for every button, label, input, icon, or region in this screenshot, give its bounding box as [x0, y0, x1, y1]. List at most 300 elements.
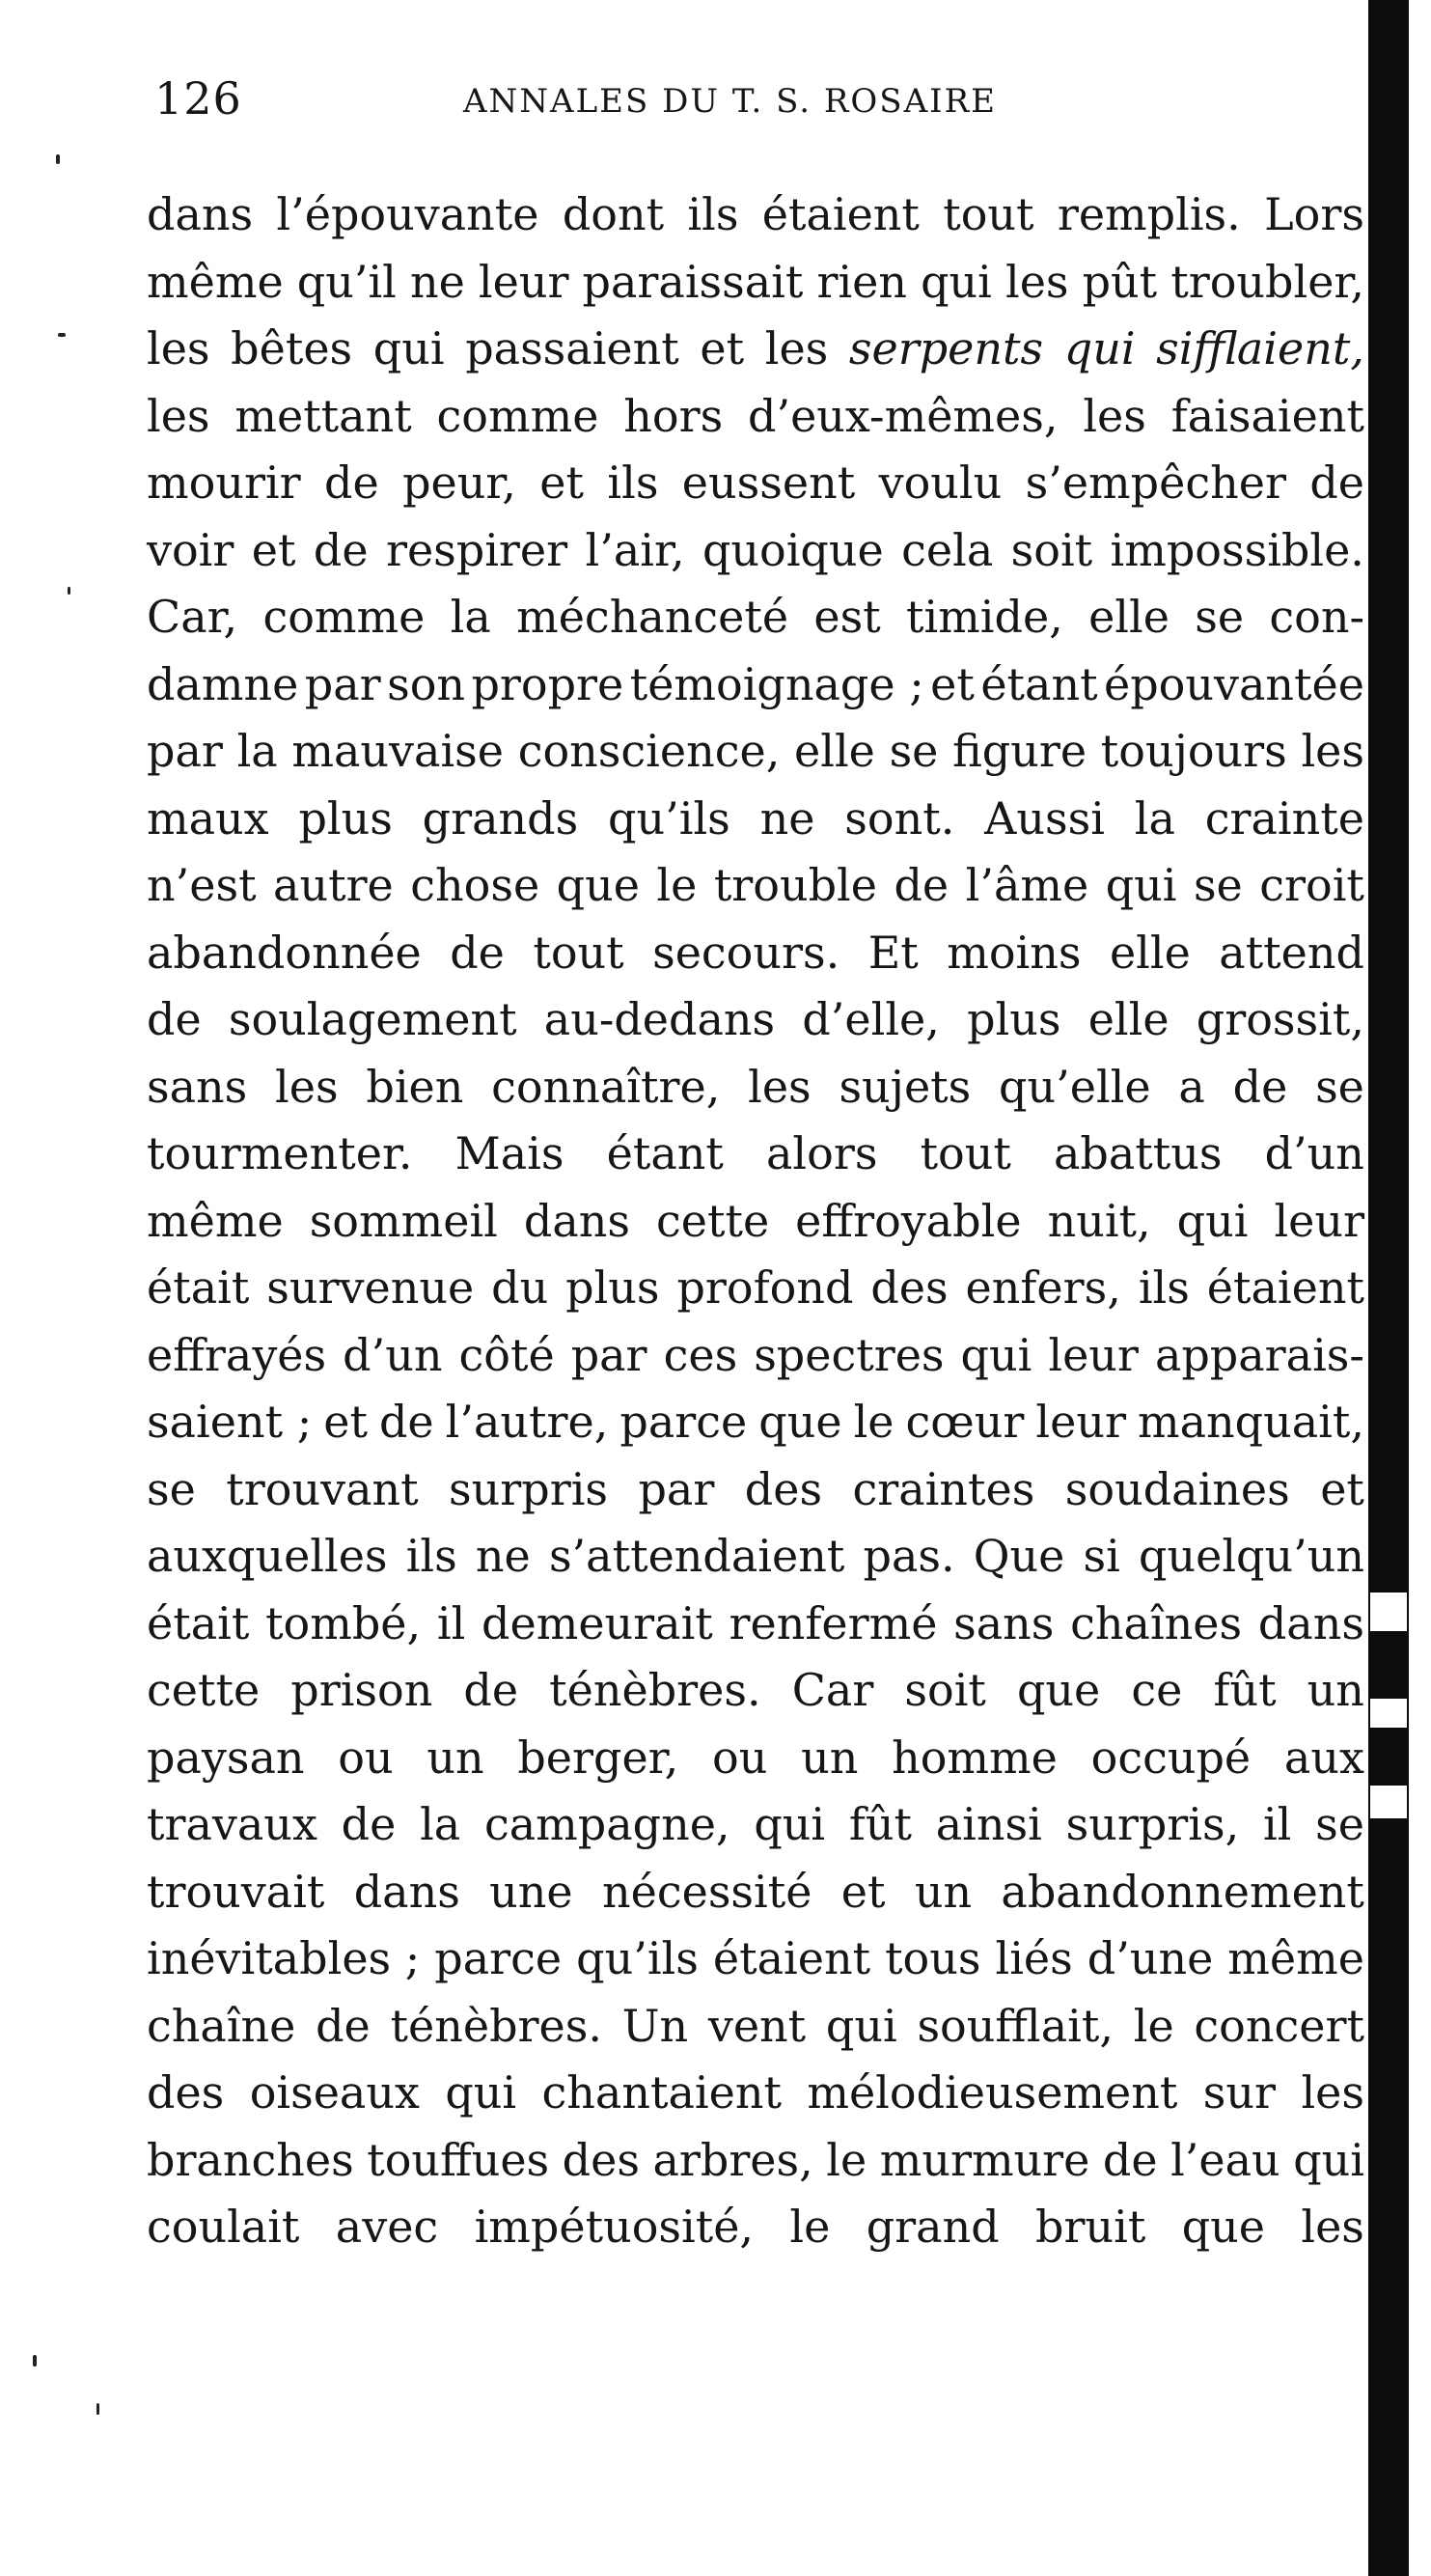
word: branches: [147, 2133, 354, 2186]
word: le: [789, 2201, 831, 2253]
word: elle: [1088, 591, 1170, 643]
text-line: [147, 517, 1364, 585]
text-line: [147, 1456, 1364, 1524]
text-line: [147, 584, 1364, 651]
word: son: [387, 657, 466, 710]
word: ainsi: [935, 1798, 1042, 1850]
word: les: [147, 389, 210, 442]
word: Aussi: [984, 791, 1105, 845]
word: impossible.: [1110, 523, 1364, 576]
word: passaient: [465, 322, 679, 374]
word: l’autre,: [445, 1396, 609, 1448]
word: les: [1301, 725, 1364, 777]
word: alors: [766, 1127, 878, 1179]
text-line: [147, 1657, 1364, 1725]
word: ils: [607, 457, 659, 509]
word: était: [147, 1596, 250, 1649]
word: d’elle,: [802, 993, 940, 1045]
word: que: [758, 1396, 842, 1448]
word: Car: [791, 1664, 874, 1716]
word: parce: [434, 1932, 563, 1984]
word: mélodieusement: [807, 2066, 1178, 2119]
word: étant: [980, 657, 1098, 710]
word: des: [870, 1261, 949, 1314]
word: voulu: [878, 457, 1003, 509]
word: secours.: [652, 926, 840, 979]
word: surpris,: [1065, 1798, 1240, 1850]
word: de: [313, 523, 369, 576]
word: dans: [353, 1865, 460, 1918]
word: les: [1301, 2066, 1364, 2119]
word: le: [656, 859, 698, 911]
word: aux: [1283, 1731, 1364, 1784]
word: murmure: [879, 2133, 1090, 2186]
word: les: [764, 322, 829, 374]
word: ils: [1138, 1261, 1190, 1314]
text-line: [147, 1993, 1364, 2061]
word: une: [489, 1865, 573, 1918]
edge-gap: [1370, 1786, 1407, 1818]
word: survenue: [266, 1261, 475, 1314]
word: épouvantée: [1104, 657, 1364, 710]
page-header: [154, 72, 1081, 130]
text-line: [147, 1591, 1364, 1658]
word: de: [341, 1798, 397, 1850]
word: saient ;: [147, 1396, 313, 1448]
word: profond: [676, 1261, 854, 1314]
word: manquait,: [1137, 1396, 1364, 1448]
word: tout: [920, 1127, 1011, 1179]
word: un: [914, 1865, 973, 1918]
word: l’air,: [585, 523, 685, 576]
text-line: [147, 1121, 1364, 1188]
word: hors: [623, 389, 724, 442]
word: leur: [478, 255, 569, 308]
word: si: [1083, 1530, 1120, 1582]
word: de: [463, 1664, 519, 1716]
word: tous: [885, 1932, 981, 1984]
word: sur: [1202, 2066, 1277, 2119]
word: chaînes: [1070, 1596, 1243, 1649]
word: mourir: [147, 457, 301, 509]
word: effrayés: [147, 1328, 327, 1381]
word: les: [1004, 255, 1069, 308]
edge-gap: [1370, 1699, 1407, 1728]
word: le: [826, 2133, 867, 2186]
text-line: [147, 986, 1364, 1054]
word: grands: [422, 791, 579, 845]
word: leur: [1048, 1328, 1139, 1381]
word: berger,: [517, 1731, 679, 1784]
word: il: [1262, 1798, 1292, 1850]
word: il: [436, 1596, 466, 1649]
word: grand: [866, 2201, 1000, 2253]
word: arbres,: [652, 2133, 813, 2186]
word: plus: [298, 791, 393, 845]
word: respirer: [385, 523, 568, 576]
word: parce: [619, 1396, 748, 1448]
word: touffues: [367, 2133, 550, 2186]
text-line: [147, 1322, 1364, 1390]
word: ne: [409, 255, 465, 308]
word: et: [1320, 1462, 1364, 1515]
word: ne: [475, 1530, 531, 1582]
text-line: [147, 2127, 1364, 2195]
word: maux: [147, 791, 269, 845]
word: enfers,: [965, 1261, 1121, 1314]
word: figure: [952, 725, 1087, 777]
text-line: [147, 316, 1364, 383]
word: connaître,: [491, 1060, 721, 1113]
word: pas.: [863, 1530, 955, 1582]
word: étaient: [1206, 1261, 1364, 1314]
word: s’empêcher: [1025, 457, 1286, 509]
word: ténèbres.: [390, 1999, 602, 2052]
text-line: [147, 1054, 1364, 1122]
word: même: [147, 1194, 284, 1247]
word: auxquelles: [147, 1530, 388, 1582]
word: étaient: [712, 1932, 871, 1984]
word: des: [147, 2066, 225, 2119]
word: plus: [565, 1261, 660, 1314]
word: renfermé: [729, 1596, 938, 1649]
word: bêtes: [231, 322, 353, 374]
word: les: [147, 322, 210, 374]
word: qu’il: [296, 255, 397, 308]
word: paraissait: [582, 255, 804, 308]
word: cœur: [905, 1396, 1025, 1448]
word: Et: [867, 926, 919, 979]
text-line: [147, 1255, 1364, 1322]
word: dans: [523, 1194, 630, 1247]
word: de: [1232, 1060, 1288, 1113]
word: a: [1178, 1060, 1205, 1113]
word: les: [275, 1060, 339, 1113]
body-text: [147, 181, 1364, 2261]
word: se: [1195, 591, 1245, 643]
word: qui: [921, 255, 992, 308]
text-line: [147, 786, 1364, 853]
word: concert: [1194, 1999, 1364, 2052]
word: remplis.: [1057, 188, 1241, 240]
word: s’attendaient: [548, 1530, 845, 1582]
word: dont: [562, 188, 665, 240]
word: chantaient: [541, 2066, 782, 2119]
margin-speck: [68, 587, 70, 595]
word: plus: [967, 993, 1061, 1045]
word: soulagement: [228, 993, 517, 1045]
word: comme: [262, 591, 426, 643]
word: quoique: [702, 523, 884, 576]
word: sans: [953, 1596, 1055, 1649]
word: de: [450, 926, 505, 979]
word: étaient: [761, 188, 920, 240]
word: abandonnement: [1001, 1865, 1364, 1918]
word: la: [1134, 791, 1175, 845]
word: bruit: [1035, 2201, 1146, 2253]
word: mauvaise: [291, 725, 505, 777]
text-line: [147, 181, 1364, 249]
word: tourmenter.: [147, 1127, 413, 1179]
word: conscience,: [517, 725, 781, 777]
word: chaîne: [147, 1999, 296, 2052]
word: ou: [712, 1731, 768, 1784]
word: trouble: [713, 859, 877, 911]
word: soufflait,: [917, 1999, 1115, 2052]
word: spectres: [754, 1328, 945, 1381]
word: et: [251, 523, 296, 576]
word: occupé: [1090, 1731, 1252, 1784]
margin-speck: [58, 333, 66, 337]
word: comme: [436, 389, 599, 442]
word: con-: [1269, 591, 1364, 643]
text-line: [147, 2060, 1364, 2127]
word: au-dedans: [543, 993, 776, 1045]
word: et: [323, 1396, 368, 1448]
word: un: [1307, 1664, 1364, 1716]
word: qui: [825, 1999, 897, 2052]
text-line: [147, 1725, 1364, 1792]
text-line: [147, 450, 1364, 517]
word: chose: [410, 859, 540, 911]
running-head: ANNALES DU T. S. ROSAIRE: [463, 82, 997, 121]
word: et: [539, 457, 585, 509]
word: mettant: [234, 389, 412, 442]
word: que: [556, 859, 640, 911]
word: rien: [816, 255, 908, 308]
word: se: [1193, 859, 1243, 911]
word: travaux: [147, 1798, 317, 1850]
word: trouvait: [147, 1865, 325, 1918]
word: Mais: [454, 1127, 564, 1179]
word: de: [1102, 2133, 1158, 2186]
word: qui: [1105, 859, 1177, 911]
word: de: [316, 1999, 371, 2052]
word: leur: [1274, 1194, 1364, 1247]
word: d’un: [343, 1328, 443, 1381]
word: l’eau: [1170, 2133, 1280, 2186]
word: l’âme: [965, 859, 1089, 911]
word: sifflaient,: [1156, 322, 1364, 374]
word: homme: [892, 1731, 1058, 1784]
word: peur,: [402, 457, 516, 509]
word: liés: [995, 1932, 1073, 1984]
word: les: [748, 1060, 812, 1113]
word: que: [1181, 2201, 1265, 2253]
word: demeurait: [482, 1596, 713, 1649]
word: la: [420, 1798, 461, 1850]
word: toujours: [1100, 725, 1287, 777]
word: coulait: [147, 2201, 300, 2253]
text-line: [147, 718, 1364, 786]
word: propre: [471, 657, 624, 710]
word: par: [147, 725, 223, 777]
word: méchanceté: [516, 591, 789, 643]
word: qui: [1063, 322, 1136, 374]
word: pût: [1082, 255, 1158, 308]
word: des: [744, 1462, 823, 1515]
word: de: [324, 457, 379, 509]
text-line: [147, 1859, 1364, 1926]
word: damne: [147, 657, 299, 710]
word: les: [1083, 389, 1146, 442]
word: trouvant: [226, 1462, 419, 1515]
word: même: [1227, 1932, 1364, 1984]
word: la: [236, 725, 278, 777]
text-line: [147, 2194, 1364, 2261]
word: se: [1315, 1798, 1364, 1850]
word: eussent: [681, 457, 856, 509]
word: Lors: [1264, 188, 1364, 240]
word: ne: [759, 791, 815, 845]
text-line: [147, 852, 1364, 920]
word: grossit,: [1196, 993, 1364, 1045]
word: de: [147, 993, 202, 1045]
word: et: [930, 657, 975, 710]
margin-speck: [33, 2355, 37, 2367]
word: un: [801, 1731, 859, 1784]
word: d’un: [1264, 1127, 1364, 1179]
word: nuit,: [1047, 1194, 1151, 1247]
word: tout: [533, 926, 624, 979]
word: ou: [338, 1731, 394, 1784]
word: sujets: [839, 1060, 972, 1113]
word: qui: [1293, 2133, 1364, 2186]
word: la: [450, 591, 491, 643]
word: même: [147, 255, 284, 308]
word: fût: [848, 1798, 912, 1850]
word: apparais-: [1154, 1328, 1364, 1381]
word: cette: [655, 1194, 770, 1247]
page-edge-shadow: [1368, 0, 1409, 2576]
word: qui: [754, 1798, 826, 1850]
edge-gap: [1370, 1593, 1407, 1631]
word: Que: [973, 1530, 1065, 1582]
word: des: [562, 2133, 640, 2186]
text-line: [147, 1791, 1364, 1859]
word: se: [889, 725, 939, 777]
word: le: [853, 1396, 894, 1448]
text-line: [147, 1925, 1364, 1993]
word: par: [570, 1328, 647, 1381]
word: soit: [1010, 523, 1093, 576]
word: Un: [621, 1999, 689, 2052]
word: de: [894, 859, 949, 911]
word: effroyable: [795, 1194, 1022, 1247]
word: abandonnée: [147, 926, 422, 979]
word: sont.: [844, 791, 955, 845]
word: témoignage ;: [629, 657, 924, 710]
word: prison: [290, 1664, 433, 1716]
word: qu’elle: [999, 1060, 1151, 1113]
text-line: [147, 1389, 1364, 1456]
word: faisaient: [1170, 389, 1364, 442]
word: de: [1309, 457, 1364, 509]
word: le: [1133, 1999, 1174, 2052]
word: timide,: [905, 591, 1063, 643]
word: étant: [606, 1127, 724, 1179]
word: de: [378, 1396, 434, 1448]
word: d’une: [1087, 1932, 1214, 1984]
word: se: [1315, 1060, 1364, 1113]
word: et: [700, 322, 745, 374]
word: est: [813, 591, 881, 643]
word: elle: [1109, 926, 1191, 979]
word: cela: [901, 523, 994, 576]
word: voir: [147, 523, 234, 576]
text-line: [147, 383, 1364, 451]
text-line: [147, 249, 1364, 317]
word: côté: [458, 1328, 555, 1381]
word: attend: [1219, 926, 1364, 979]
word: craintes: [852, 1462, 1035, 1515]
word: leur: [1035, 1396, 1126, 1448]
word: par: [304, 657, 381, 710]
word: qu’ils: [608, 791, 730, 845]
word: sommeil: [309, 1194, 498, 1247]
word: vent: [707, 1999, 807, 2052]
word: tout: [943, 188, 1034, 240]
word: ces: [663, 1328, 738, 1381]
word: cette: [147, 1664, 261, 1716]
word: d’eux-mêmes,: [748, 389, 1059, 442]
word: se: [147, 1462, 196, 1515]
word: ils: [687, 188, 739, 240]
word: que: [1016, 1664, 1101, 1716]
word: qui: [1176, 1194, 1249, 1247]
word: quelqu’un: [1139, 1530, 1364, 1582]
word: bien: [366, 1060, 464, 1113]
word: ténèbres.: [549, 1664, 761, 1716]
text-line: [147, 1523, 1364, 1591]
word: elle: [1087, 993, 1170, 1045]
word: qui: [445, 2066, 517, 2119]
text-line: [147, 920, 1364, 987]
word: et: [840, 1865, 886, 1918]
word: elle: [794, 725, 875, 777]
word: n’est: [147, 859, 257, 911]
word: impétuosité,: [474, 2201, 755, 2253]
word: autre: [273, 859, 394, 911]
word: oiseaux: [249, 2066, 420, 2119]
word: un: [427, 1731, 484, 1784]
page-number: 126: [154, 72, 242, 125]
word: qu’ils: [576, 1932, 699, 1984]
word: surpris: [449, 1462, 609, 1515]
word: dans: [147, 188, 254, 240]
word: Car,: [147, 591, 238, 643]
word: les: [1301, 2201, 1364, 2253]
word: ils: [405, 1530, 457, 1582]
word: tombé,: [265, 1596, 422, 1649]
word: l’épouvante: [276, 188, 539, 240]
word: paysan: [147, 1731, 305, 1784]
margin-speck: [56, 154, 60, 164]
margin-speck: [96, 2403, 99, 2415]
word: nécessité: [601, 1865, 812, 1918]
word: du: [491, 1261, 549, 1314]
word: était: [147, 1261, 250, 1314]
word: avec: [335, 2201, 439, 2253]
word: ce: [1131, 1664, 1183, 1716]
word: moins: [947, 926, 1082, 979]
word: sans: [147, 1060, 248, 1113]
word: par: [638, 1462, 715, 1515]
word: campagne,: [483, 1798, 730, 1850]
word: serpents: [848, 322, 1044, 374]
word: dans: [1257, 1596, 1364, 1649]
word: fût: [1213, 1664, 1277, 1716]
